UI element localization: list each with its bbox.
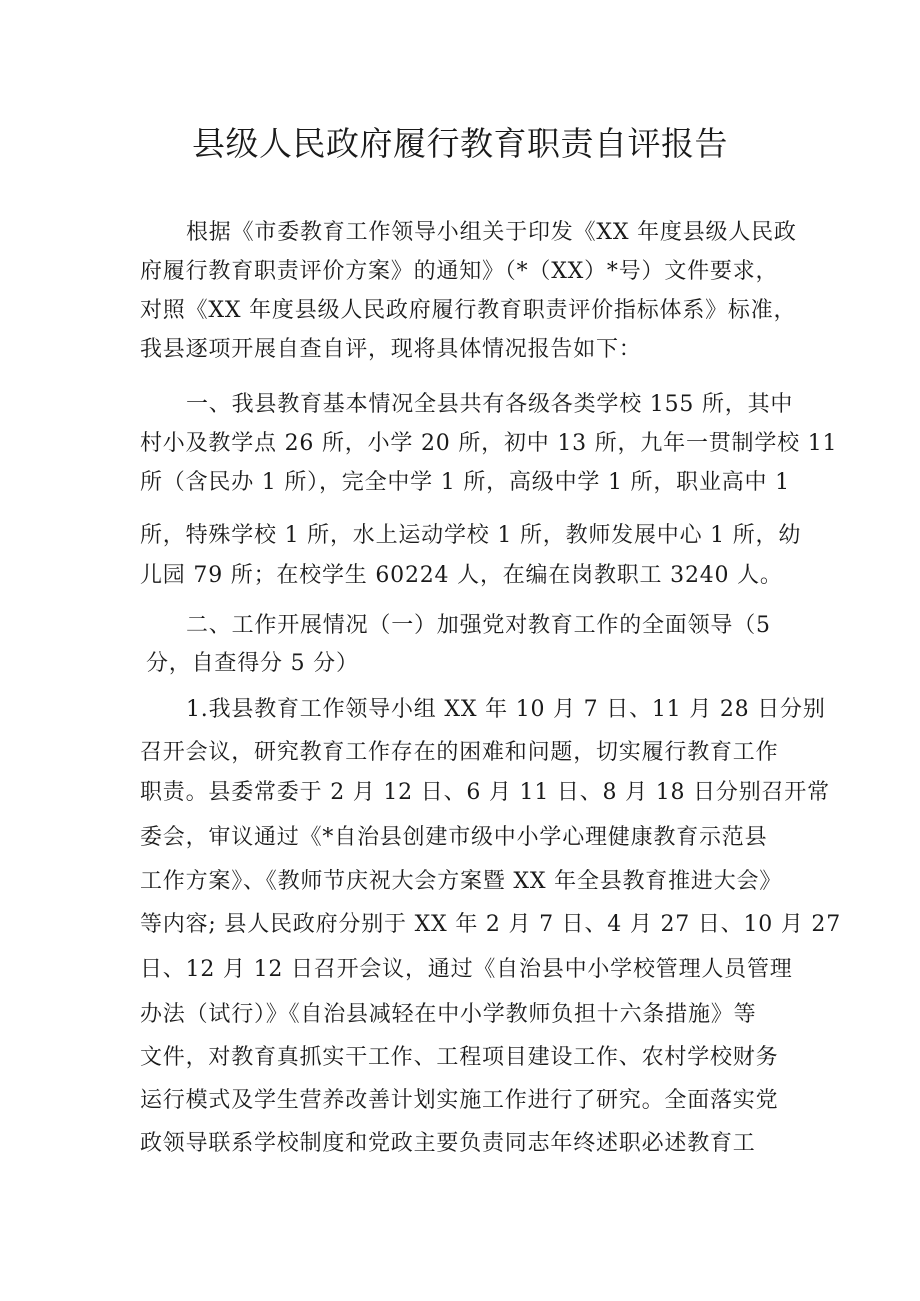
body-line: 日、12 月 12 日召开会议，通过《自治县中小学校管理人员管理: [140, 957, 793, 982]
body-line: 所，特殊学校 1 所，水上运动学校 1 所，教师发展中心 1 所，幼: [140, 523, 802, 548]
body-line: 分，自查得分 5 分）: [146, 651, 359, 676]
body-line: 二、工作开展情况（一）加强党对教育工作的全面领导（5: [186, 613, 771, 638]
body-line: 办法（试行）》《自治县减轻在中小学教师负担十六条措施》等: [140, 1002, 757, 1027]
body-line: 所（含民办 1 所），完全中学 1 所，高级中学 1 所，职业高中 1: [140, 470, 790, 495]
document-title: 县级人民政府履行教育职责自评报告: [192, 124, 728, 163]
body-line: 根据《市委教育工作领导小组关于印发《XX 年度县级人民政: [186, 220, 797, 245]
body-line: 府履行教育职责评价方案》的通知》（*（XX）*号）文件要求，: [140, 259, 779, 284]
body-line: 我县逐项开展自查自评，现将具体情况报告如下：: [140, 337, 642, 362]
body-line: 等内容; 县人民政府分别于 XX 年 2 月 7 日、4 月 27 日、10 月 27: [140, 912, 842, 937]
body-line: 工作方案》、《教师节庆祝大会方案暨 XX 年全县教育推进大会》: [140, 869, 783, 894]
body-line: 1.我县教育工作领导小组 XX 年 10 月 7 日、11 月 28 日分别: [186, 697, 826, 722]
body-line: 政领导联系学校制度和党政主要负责同志年终述职必述教育工: [140, 1131, 756, 1156]
body-line: 运行模式及学生营养改善计划实施工作进行了研究。全面落实党: [140, 1088, 779, 1113]
body-line: 儿园 79 所；在校学生 60224 人，在编在岗教职工 3240 人。: [140, 563, 783, 588]
body-line: 召开会议，研究教育工作存在的困难和问题，切实履行教育工作: [140, 740, 779, 765]
body-line: 职责。县委常委于 2 月 12 日、6 月 11 日、8 月 18 日分别召开常: [140, 780, 830, 805]
body-line: 对照《XX 年度县级人民政府履行教育职责评价指标体系》标准，: [140, 298, 797, 323]
body-line: 文件，对教育真抓实干工作、工程项目建设工作、农村学校财务: [140, 1045, 779, 1070]
body-line: 委会，审议通过《*自治县创建市级中小学心理健康教育示范县: [140, 825, 768, 850]
body-line: 一、我县教育基本情况全县共有各级各类学校 155 所，其中: [186, 392, 794, 417]
body-line: 村小及教学点 26 所，小学 20 所，初中 13 所，九年一贯制学校 11: [140, 431, 838, 456]
